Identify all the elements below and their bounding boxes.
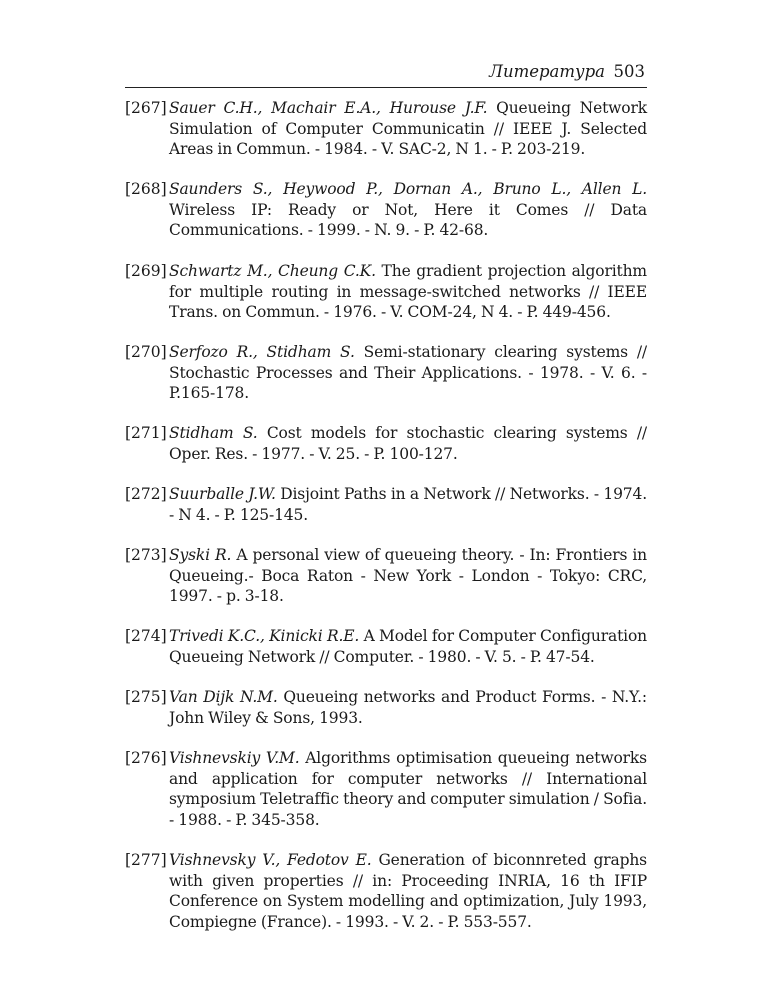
reference-number: [277] — [125, 851, 167, 869]
reference-body — [169, 484, 647, 525]
reference-number: [274] — [125, 627, 167, 645]
reference-body — [169, 687, 647, 728]
reference-number: [273] — [125, 546, 167, 564]
reference-body — [169, 261, 647, 323]
reference-item — [125, 850, 647, 932]
reference-authors: Van Dijk N.M. — [169, 688, 278, 706]
page-number: 503 — [613, 62, 645, 81]
reference-authors: Stidham S. — [169, 424, 258, 442]
reference-number: [275] — [125, 688, 167, 706]
reference-item — [125, 484, 647, 525]
reference-body — [169, 545, 647, 607]
reference-authors: Vishnevskiy V.M. — [169, 749, 300, 767]
reference-item — [125, 98, 647, 160]
reference-number: [272] — [125, 485, 167, 503]
reference-authors: Suurballe J.W. — [169, 485, 276, 503]
reference-body — [169, 850, 647, 932]
reference-text: Queueing Network Simulation of Computer Communicatin // IEEE J. Selected Areas in Commun. - 1984. - V. SAC-2, N 1. - P. 203-219. — [169, 99, 647, 158]
reference-number: [269] — [125, 262, 167, 280]
reference-number: [270] — [125, 343, 167, 361]
reference-authors: Sauer C.H., Machair E.A., Hurouse J.F. — [169, 99, 488, 117]
page-header — [125, 62, 647, 86]
reference-text: The gradient projection algorithm for multiple routing in message-switched networks // IEEE Trans. on Commun. - 1976. - V. COM-24, N 4. - P. 449-456. — [169, 262, 647, 321]
running-head-title: Литература — [489, 62, 605, 81]
reference-text: A personal view of queueing theory. - In: Frontiers in Queueing.- Boca Raton - New York - London - Tokyo: CRC, 1997. - p. 3-18. — [169, 546, 647, 605]
reference-authors: Serfozo R., Stidham S. — [169, 343, 355, 361]
reference-body — [169, 748, 647, 830]
reference-text: A Model for Computer Configuration Queueing Network // Computer. - 1980. - V. 5. - P. 47-54. — [169, 627, 647, 666]
reference-text: Cost models for stochastic clearing systems // Oper. Res. - 1977. - V. 25. - P. 100-127. — [169, 424, 647, 463]
reference-number: [271] — [125, 424, 167, 442]
reference-text: Disjoint Paths in a Network // Networks. - 1974. - N 4. - P. 125-145. — [169, 485, 647, 524]
reference-item — [125, 261, 647, 323]
reference-body — [169, 98, 647, 160]
reference-body — [169, 179, 647, 241]
reference-item — [125, 748, 647, 830]
reference-number: [268] — [125, 180, 167, 198]
reference-text: Wireless IP: Ready or Not, Here it Comes // Data Communications. - 1999. - N. 9. - P. 42-68. — [169, 200, 647, 239]
reference-body — [169, 342, 647, 404]
reference-authors: Trivedi K.C., Kinicki R.E. — [169, 627, 360, 645]
reference-body — [169, 626, 647, 667]
header-rule — [125, 87, 647, 88]
reference-number: [267] — [125, 99, 167, 117]
reference-item — [125, 342, 647, 404]
reference-authors: Saunders S., Heywood P., Dornan A., Bruno L., Allen L. — [169, 180, 647, 198]
reference-body — [169, 423, 647, 464]
reference-authors: Schwartz M., Cheung C.K. — [169, 262, 376, 280]
reference-item — [125, 626, 647, 667]
reference-text: Semi-stationary clearing systems // Stochastic Processes and Their Applications. - 1978. - V. 6. - P.165-178. — [169, 343, 647, 402]
reference-item — [125, 545, 647, 607]
reference-number: [276] — [125, 749, 167, 767]
reference-text: Queueing networks and Product Forms. - N.Y.: John Wiley & Sons, 1993. — [169, 688, 647, 727]
reference-item — [125, 423, 647, 464]
reference-authors: Syski R. — [169, 546, 232, 564]
reference-text: Algorithms optimisation queueing networks and application for computer networks // International symposium Teletraffic theory and computer simulation / Sofia. - 1988. - P. 345-358. — [169, 749, 647, 829]
reference-authors: Vishnevsky V., Fedotov E. — [169, 851, 372, 869]
reference-item — [125, 687, 647, 728]
reference-text: Generation of biconnreted graphs with given properties // in: Proceeding INRIA, 16 th IFIP Conference on System modelling and optimization, July 1993, Compiegne (France). - 1993. - V. 2. - P. 553-557. — [169, 851, 647, 931]
reference-item — [125, 179, 647, 241]
